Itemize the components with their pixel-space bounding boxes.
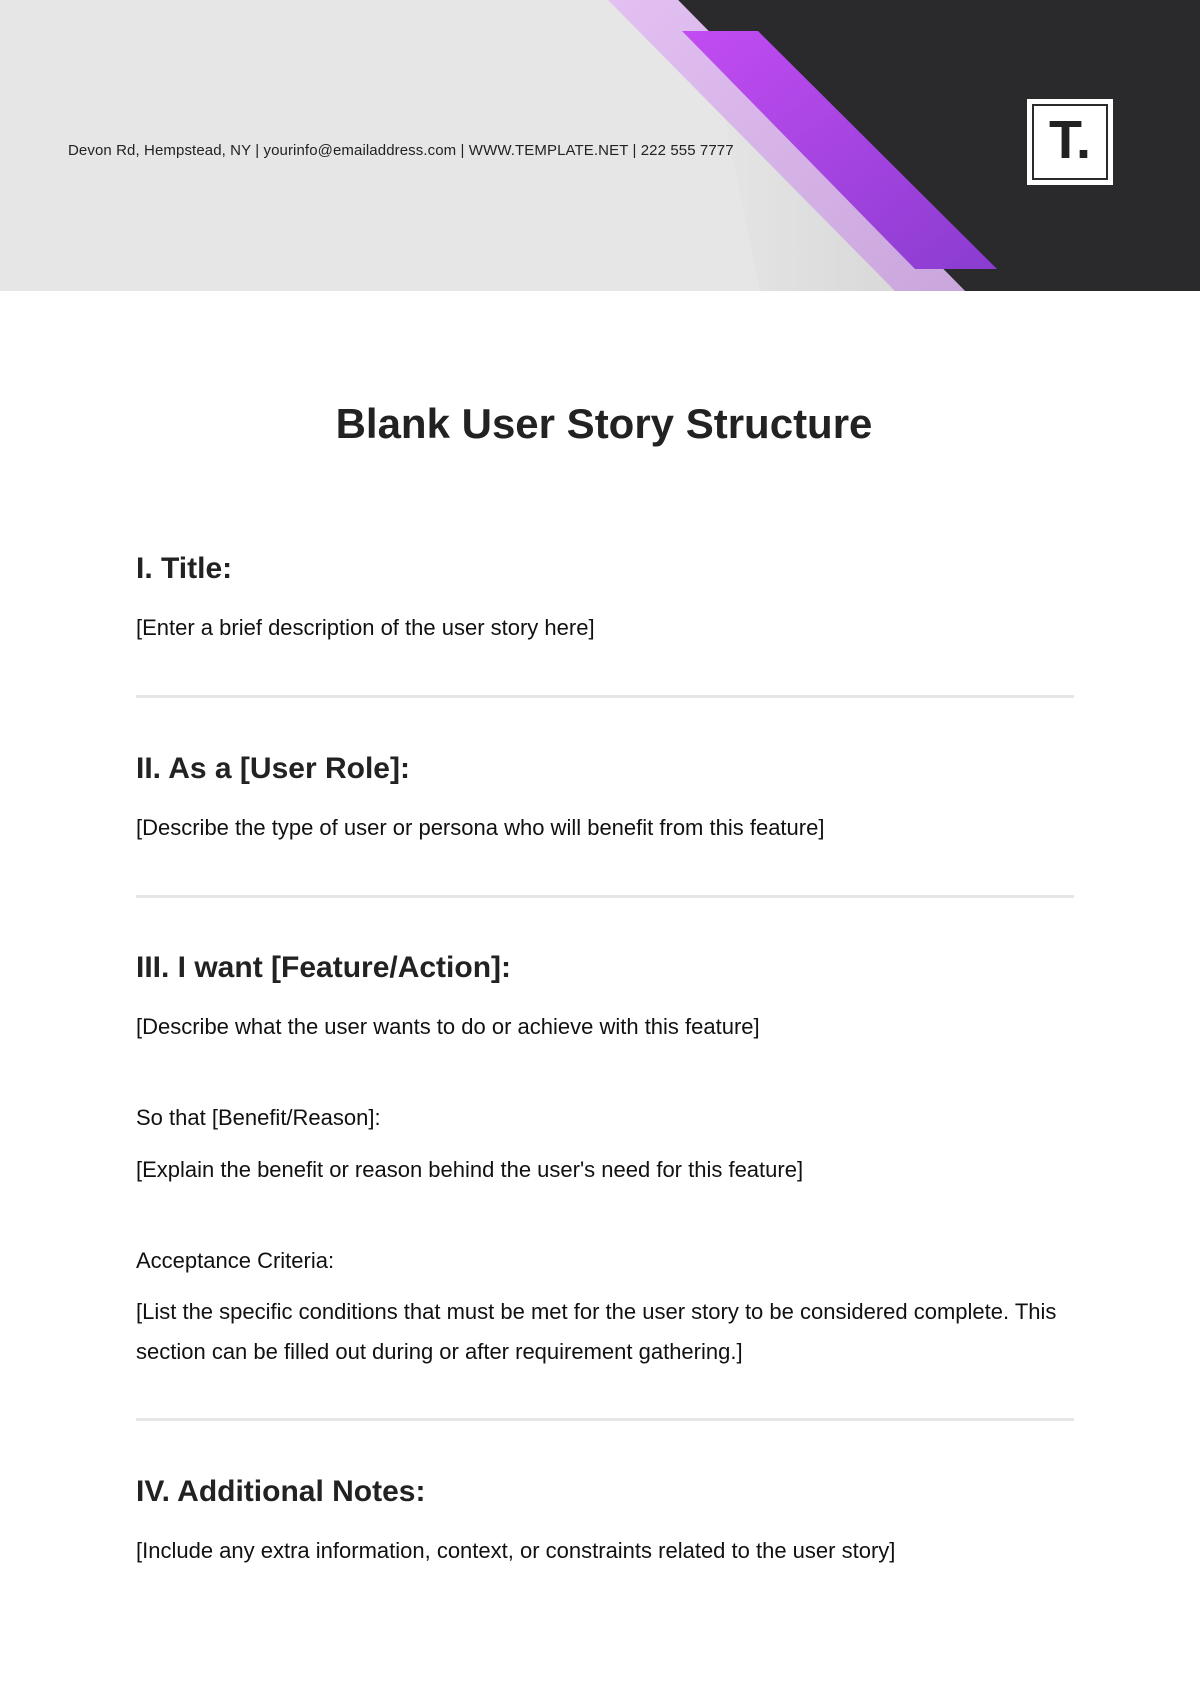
- logo-text: T.: [1048, 110, 1091, 170]
- page-header: [0, 0, 1200, 291]
- so-that-label: So that [Benefit/Reason]:: [136, 1105, 381, 1130]
- logo-frame: [1032, 104, 1108, 180]
- company-logo: [1027, 99, 1113, 185]
- section-3-heading: III. I want [Feature/Action]:: [136, 951, 512, 984]
- section-4-heading: IV. Additional Notes:: [136, 1475, 426, 1508]
- section-2-heading: II. As a [User Role]:: [136, 752, 410, 785]
- section-1-body: [Enter a brief description of the user story here]: [136, 615, 595, 640]
- document-title: Blank User Story Structure: [335, 400, 873, 447]
- divider-2: [136, 895, 1074, 898]
- section-1-heading: I. Title:: [136, 552, 233, 585]
- contact-line: Devon Rd, Hempstead, NY | yourinfo@emailaddress.com | WWW.TEMPLATE.NET | 222 555 7777: [68, 142, 734, 159]
- so-that-body: [Explain the benefit or reason behind the user's need for this feature]: [136, 1157, 804, 1182]
- acceptance-criteria-label: Acceptance Criteria:: [136, 1248, 335, 1273]
- divider-1: [136, 695, 1074, 698]
- section-4-body: [Include any extra information, context, or constraints related to the user story]: [136, 1538, 896, 1563]
- acceptance-criteria-body: [List the specific conditions that must be met for the user story to be considered complete. This section can be filled out during or after requirement gathering.]: [136, 1299, 1057, 1364]
- divider-3: [136, 1418, 1074, 1421]
- section-2-body: [Describe the type of user or persona who will benefit from this feature]: [136, 815, 825, 840]
- section-3-body: [Describe what the user wants to do or achieve with this feature]: [136, 1014, 760, 1039]
